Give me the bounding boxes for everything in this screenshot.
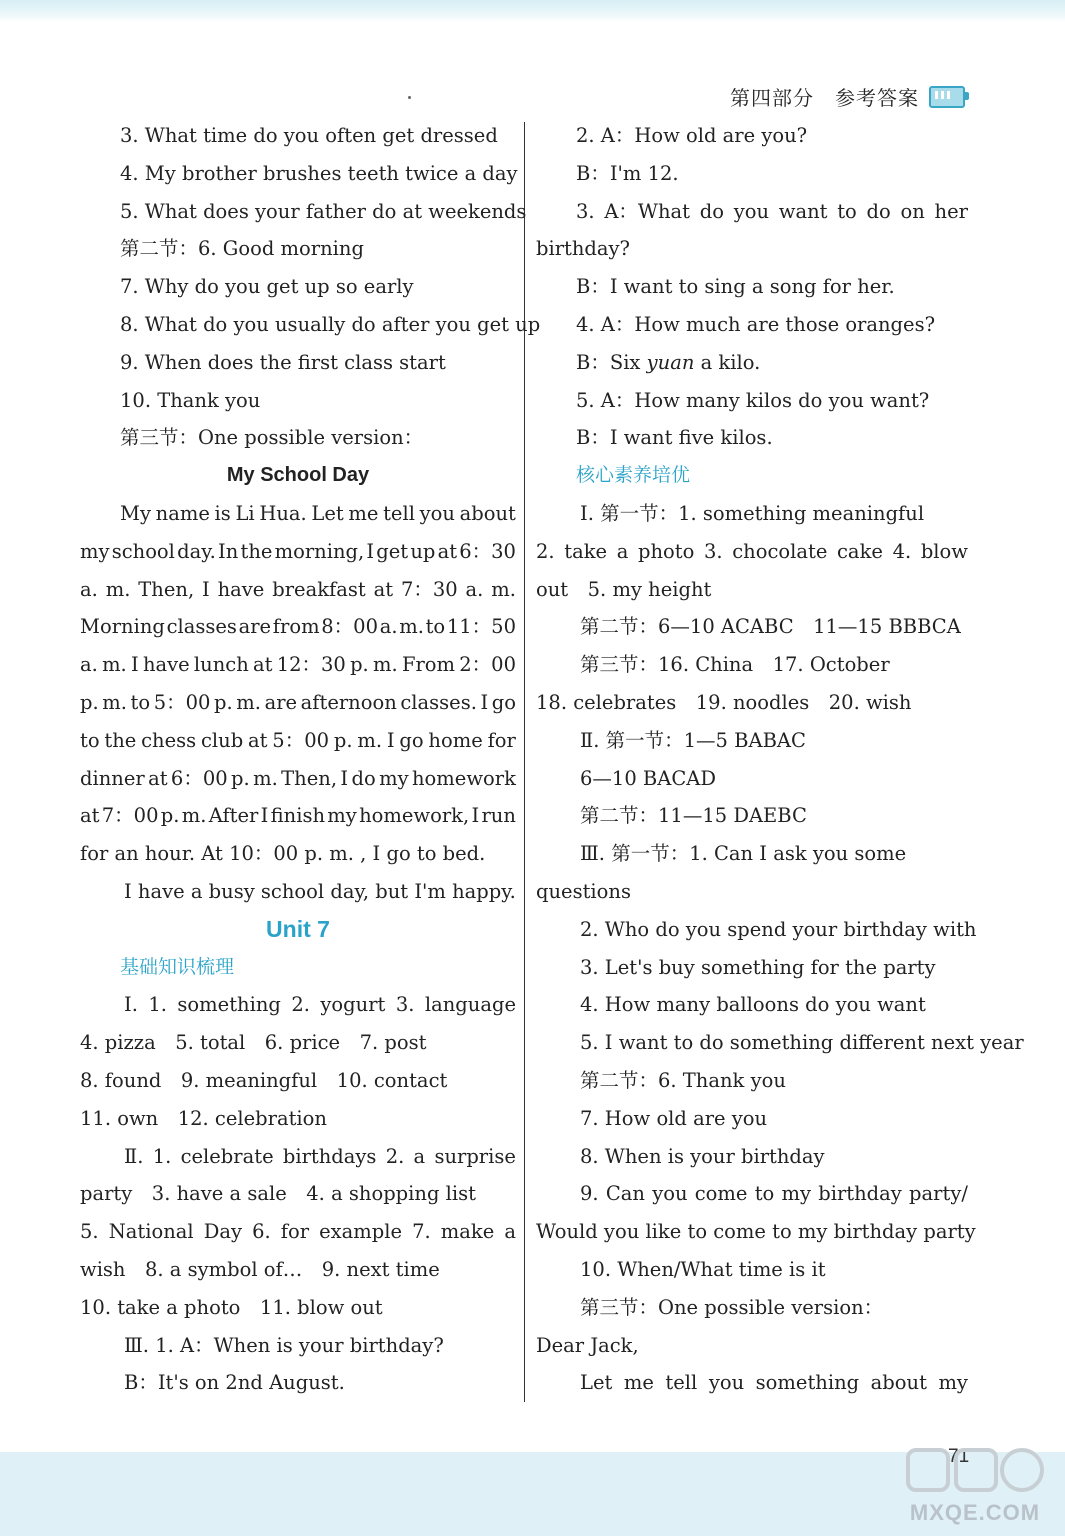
left-column-line: 基础知识梳理 [120, 955, 235, 978]
word: m. [236, 690, 261, 714]
word: make [440, 1220, 495, 1244]
left-column-line: B：It's on 2nd August. [124, 1371, 345, 1395]
word: day. [177, 539, 216, 563]
word: have [217, 577, 265, 601]
right-column-line: B：I want to sing a song for her. [576, 275, 895, 299]
top-decorative-band [0, 0, 1065, 22]
word: at [437, 539, 458, 563]
word: are [264, 690, 298, 714]
word: my [80, 539, 110, 563]
word: birthday [818, 1182, 902, 1206]
word: homework [412, 766, 516, 790]
right-column-line: 2. Who do you spend your birthday with [580, 917, 977, 941]
word: something [177, 993, 281, 1017]
word: you [708, 1371, 745, 1395]
word: I [340, 766, 349, 790]
word: school [111, 539, 175, 563]
word: breakfast [272, 577, 366, 601]
word: finish [270, 804, 326, 828]
word: take [564, 539, 608, 563]
left-column-line [80, 1213, 516, 1251]
decorative-dot [408, 96, 411, 99]
right-column-line: 第三节：16. China 17. October [580, 653, 890, 677]
right-column-line: 第二节：6. Thank you [580, 1068, 786, 1092]
word: m. [105, 577, 131, 601]
word: Day [203, 1220, 242, 1244]
word: 12：30 [276, 653, 346, 677]
word: 8：00 [321, 615, 378, 639]
word: the [240, 539, 273, 563]
word: Ⅱ. [124, 1144, 144, 1168]
word: Ⅰ. [124, 993, 138, 1017]
right-column-line [536, 1364, 968, 1402]
word: party/ [909, 1182, 968, 1206]
word: a [504, 1220, 516, 1244]
right-column-line: 核心素养培优 [576, 464, 691, 487]
word: do [351, 766, 376, 790]
right-column-line: Ⅱ. 第一节：1—5 BABAC [580, 728, 806, 752]
word: yogurt [320, 993, 386, 1017]
word: classes. [400, 690, 477, 714]
word: tell [383, 501, 415, 525]
word: 2. [385, 1144, 405, 1168]
word: Let [580, 1371, 613, 1395]
word: to [425, 615, 446, 639]
page-number: 71 [948, 1446, 970, 1467]
word: the [104, 728, 137, 752]
word: birthdays [282, 1144, 377, 1168]
left-column-line: 3. What time do you often get dressed [120, 124, 498, 147]
left-column-line: 9. When does the first class start [120, 350, 446, 374]
word: language [424, 993, 516, 1017]
word: surprise [434, 1144, 516, 1168]
word: home [428, 728, 483, 752]
word: classes [166, 615, 237, 639]
right-column-line: 10. When/What time is it [580, 1257, 826, 1281]
word: 3. [395, 993, 415, 1017]
left-column-line [80, 797, 516, 835]
word: go [399, 728, 424, 752]
left-column-line [80, 986, 516, 1024]
word: 11：50 [446, 615, 516, 639]
word: From [401, 653, 456, 677]
word: cake [837, 539, 883, 563]
word: In [218, 539, 239, 563]
right-column-line: B：Six yuan a kilo. [576, 350, 761, 374]
word: you [419, 501, 455, 525]
word: club [201, 728, 244, 752]
word: 6：00 [170, 766, 228, 790]
watermark-icon [900, 1440, 1050, 1500]
word: her [934, 199, 968, 223]
right-column-line: 6—10 BACAD [580, 766, 716, 790]
word: lunch [193, 653, 249, 677]
word: a [616, 539, 629, 563]
right-column-line: B：I'm 12. [576, 161, 679, 185]
word: m. [181, 804, 207, 828]
word: I [202, 577, 210, 601]
left-column-line: Unit 7 [266, 915, 330, 942]
right-column-line: Ⅰ. 第一节：1. something meaningful [580, 501, 925, 525]
word: chess [141, 728, 197, 752]
word: Then, [138, 577, 195, 601]
word: to [754, 1182, 775, 1206]
word: you [733, 199, 770, 223]
word: 5：00 [272, 728, 330, 752]
left-column-line: wish 8. a symbol of… 9. next time [80, 1257, 440, 1281]
word: p. [214, 690, 233, 714]
right-column-line: 第三节：One possible version： [580, 1295, 884, 1319]
word: Morning [80, 615, 165, 639]
word: are [238, 615, 272, 639]
left-column-line: 7. Why do you get up so early [120, 275, 414, 299]
word: a. [465, 577, 484, 601]
left-column-line: 第二节：6. Good morning [120, 237, 364, 261]
left-column-line [80, 533, 516, 571]
right-column-line: out 5. my height [536, 577, 712, 601]
word: National [108, 1220, 194, 1244]
left-column-line: 11. own 12. celebration [80, 1106, 327, 1130]
right-column-line: 第二节：6—10 ACABC 11—15 BBBCA [580, 615, 961, 639]
right-column-line: 3. Let's buy something for the party [580, 955, 936, 979]
word: up [410, 539, 436, 563]
word: a. [379, 615, 398, 639]
word: m. [102, 690, 127, 714]
word: Li [235, 501, 255, 525]
word: My [120, 501, 151, 525]
left-column-line [80, 722, 516, 760]
word: a [413, 1144, 426, 1168]
word: 7：00 [101, 804, 159, 828]
word: a. [80, 577, 98, 601]
word: to [130, 690, 151, 714]
word: on [900, 199, 925, 223]
right-column-line: 第二节：11—15 DAEBC [580, 804, 807, 828]
word: homework, [359, 804, 470, 828]
right-column-line: questions [536, 879, 631, 903]
word: After [208, 804, 259, 828]
word: p. [350, 653, 369, 677]
right-column-line: Dear Jack, [536, 1333, 639, 1357]
word: me [623, 1371, 654, 1395]
word: at [80, 804, 100, 828]
word: I [480, 690, 489, 714]
right-column-line: 4. How many balloons do you want [580, 993, 926, 1017]
word: 2：00 [459, 653, 516, 677]
word: photo [638, 539, 695, 563]
word: Then, [281, 766, 338, 790]
word: 2. [536, 539, 555, 563]
word: 9. [580, 1182, 599, 1206]
word: 7：30 [400, 577, 458, 601]
word: m. [102, 653, 127, 677]
word: A：What [604, 199, 690, 223]
word: 5. [80, 1220, 99, 1244]
word: tell [665, 1371, 698, 1395]
word: come [694, 1182, 748, 1206]
italic-word: yuan [646, 350, 695, 374]
word: 1. [148, 993, 167, 1017]
word: 1. [152, 1144, 172, 1168]
word: is [214, 501, 231, 525]
word: 4. [892, 539, 912, 563]
word: p. [333, 728, 353, 752]
page-header [730, 82, 965, 111]
battery-icon [929, 86, 965, 108]
right-column-line: 4. A：How much are those oranges? [576, 312, 936, 336]
word: 6：30 [459, 539, 516, 563]
section-title: 第四部分 参考答案 [730, 86, 919, 110]
left-column-line: 4. pizza 5. total 6. price 7. post [80, 1031, 427, 1055]
right-column [536, 117, 1024, 1402]
word: for [487, 728, 516, 752]
left-column-line [80, 1138, 516, 1176]
word: celebrate [180, 1144, 274, 1168]
word: for [280, 1220, 310, 1244]
left-column-line [80, 684, 516, 722]
word: chocolate [732, 539, 828, 563]
left-column-line: My School Day [226, 464, 370, 487]
watermark-text: MXQE.COM [909, 1500, 1041, 1525]
word: I [260, 804, 269, 828]
right-column-line: Ⅲ. 第一节：1. Can I ask you some [580, 842, 907, 866]
word: at [373, 577, 394, 601]
right-column-line: 2. A：How old are you? [576, 124, 808, 147]
word: p. [160, 804, 180, 828]
word: from [272, 615, 320, 639]
word: m. [491, 577, 516, 601]
word: my [379, 766, 409, 790]
word: 3. [704, 539, 723, 563]
left-column-line [80, 571, 516, 609]
word: m. [373, 653, 398, 677]
word: dinner [80, 766, 145, 790]
left-column-line [80, 495, 516, 533]
word: example [319, 1220, 403, 1244]
word: about [870, 1371, 927, 1395]
word: a. [80, 653, 98, 677]
word: morning, [274, 539, 365, 563]
watermark-logo [900, 1440, 1050, 1528]
word: at [148, 766, 168, 790]
left-column-line: I have a busy school day, but I'm happy. [124, 879, 516, 903]
word: my [327, 804, 357, 828]
word: want [778, 199, 828, 223]
word: afternoon [300, 690, 397, 714]
word: m. [399, 615, 424, 639]
word: something [755, 1371, 860, 1395]
word: p. [231, 766, 250, 790]
left-column-line: 5. What does your father do at weekends [120, 199, 527, 223]
word: my [781, 1182, 812, 1206]
word: I [386, 728, 395, 752]
word: do [699, 199, 724, 223]
word: 6. [252, 1220, 271, 1244]
left-column-line: party 3. have a sale 4. a shopping list [80, 1182, 476, 1206]
word: run [481, 804, 516, 828]
right-column-line: 8. When is your birthday [580, 1144, 825, 1168]
word: 7. [412, 1220, 431, 1244]
word: blow [920, 539, 968, 563]
left-column-line [80, 646, 516, 684]
word: get [376, 539, 409, 563]
right-column-line: 7. How old are you [580, 1106, 768, 1130]
word: Let [311, 501, 344, 525]
left-column-line: 8. found 9. meaningful 10. contact [80, 1068, 448, 1092]
word: p. [80, 690, 99, 714]
word: at [248, 728, 268, 752]
left-column-line: 10. Thank you [120, 388, 261, 412]
right-column-line [536, 533, 968, 571]
word: to [837, 199, 857, 223]
word: go [491, 690, 516, 714]
right-column-line [536, 193, 968, 231]
right-column-line: 18. celebrates 19. noodles 20. wish [536, 690, 912, 714]
word: 2. [291, 993, 310, 1017]
word: do [866, 199, 891, 223]
left-column-line [80, 760, 516, 798]
right-column-line: birthday? [536, 237, 631, 261]
right-column-line: B：I want five kilos. [576, 426, 773, 450]
left-column-line: for an hour. At 10：00 p. m. , I go to bed. [80, 842, 486, 866]
word: 3. [576, 199, 595, 223]
left-column-line [80, 608, 516, 646]
word: about [459, 501, 516, 525]
right-column-line [536, 1175, 968, 1213]
left-column-line: 4. My brother brushes teeth twice a day [120, 161, 518, 185]
word: I [471, 804, 480, 828]
word: 5：00 [153, 690, 211, 714]
word: m. [357, 728, 383, 752]
word: my [938, 1371, 968, 1395]
word: you [652, 1182, 688, 1206]
word: name [155, 501, 210, 525]
word: to [80, 728, 100, 752]
word: have [142, 653, 190, 677]
right-column-line: Would you like to come to my birthday party [536, 1220, 976, 1244]
word: at [253, 653, 273, 677]
left-column [80, 117, 541, 1402]
left-column-line: 8. What do you usually do after you get up [120, 312, 541, 336]
word: Can [605, 1182, 645, 1206]
left-column-line: 第三节：One possible version： [120, 426, 424, 450]
word: I [366, 539, 375, 563]
word: m. [253, 766, 278, 790]
word: I [131, 653, 139, 677]
word: me [348, 501, 379, 525]
word: Hua. [259, 501, 307, 525]
left-column-line: Ⅲ. 1. A：When is your birthday? [124, 1333, 444, 1357]
right-column-line: 5. A：How many kilos do you want? [576, 388, 930, 412]
left-column-line: 10. take a photo 11. blow out [80, 1295, 383, 1319]
right-column-line: 5. I want to do something different next year [580, 1031, 1024, 1055]
